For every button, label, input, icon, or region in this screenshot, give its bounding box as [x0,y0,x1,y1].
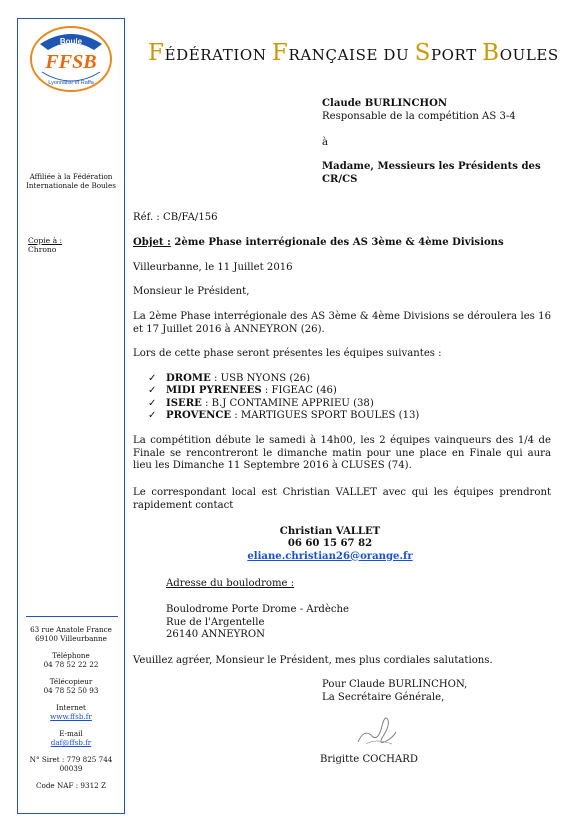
address: 63 rue Anatole France 69100 Villeurbanne [30,625,112,643]
copie-block [28,236,62,254]
team-item: ✓ PROVENCE : MARTIGUES SPORT BOULES (13) [148,410,420,422]
objet-label: Objet : [133,237,171,248]
phone-label: Téléphone [52,651,90,660]
title-part-3: SPORT [414,40,483,66]
title-part-2: FRANÇAISE DU [271,40,415,66]
affiliation-text: Affiliée à la Fédération Internationale de Boules [26,172,116,190]
paragraph-3: La compétition débute le samedi à 14h00, les 2 équipes vainqueurs des 1/4 de Finale se rencontreront le dimanche matin pour une place en Finale qui aura lieu les Dimanche 11 Septembre 2016 à CLUSES (74). [133,435,551,472]
venue-address [166,604,466,642]
closing: Veuillez agréer, Monsieur le Président, mes plus cordiales salutations. [133,655,493,666]
logo-main-text: FFSB [45,51,97,73]
signature-block [322,679,467,704]
paragraph-2: Lors de cette phase seront présentes les équipes suivantes : [133,348,442,359]
fax-label: Télécopieur [49,677,93,686]
phone-block [17,651,125,669]
team-item: ✓ DROME : USB NYONS (26) [148,373,311,384]
check-icon: ✓ [148,410,157,422]
salutation: Monsieur le Président, [133,286,250,297]
signature-image [352,708,400,750]
naf-code: Code NAF : 9312 Z [36,781,106,790]
check-icon: ✓ [148,397,157,409]
title-part-4: BOULES [482,40,559,66]
federation-title [148,40,559,66]
recipient: Madame, Messieurs les Présidents des CR/CS [322,161,541,185]
title-part-1: FÉDÉRATION [148,40,272,66]
paragraph-4: Le correspondant local est Christian VALLET avec qui les équipes prendront rapidement contact [133,487,551,511]
venue-line: 26140 ANNEYRON [166,629,266,641]
phone-number: 04 78 52 22 22 [43,660,99,669]
ffsb-logo [22,24,120,94]
pour-line: Pour Claude BURLINCHON, [322,679,468,690]
contact-phone: 06 60 15 67 82 [287,538,373,550]
website-link[interactable]: www.ffsb.fr [50,712,92,721]
email-block [17,729,125,747]
sender-role: Responsable de la compétition AS 3-4 [322,110,516,122]
contact-email-link[interactable]: eliane.christian26@orange.fr [247,550,413,562]
reference: Réf. : CB/FA/156 [133,212,218,223]
objet-text: 2ème Phase interrégionale des AS 3ème & 4ème Divisions [170,237,504,248]
team-item: ✓ ISERE : B.J CONTAMINE APPRIEU (38) [148,397,374,409]
copie-label: Copie à : [28,236,63,245]
paragraph-1: La 2ème Phase interrégionale des AS 3ème & 4ème Divisions se déroulera les 16 et 17 Juillet 2016 à ANNEYRON (26). [133,311,551,335]
team-list [148,373,419,423]
contact-block [17,625,125,798]
venue-line: Rue de l'Argentelle [166,616,265,628]
internet-block [17,703,125,721]
check-icon: ✓ [148,373,157,384]
sender-name: Claude BURLINCHON [322,98,448,109]
secretary-line: La Secrétaire Générale, [322,691,445,703]
contact-name: Christian VALLET [279,526,381,537]
team-item: ✓ MIDI PYRENEES : FIGEAC (46) [148,385,337,397]
sender-block [322,98,516,123]
fax-block [17,677,125,695]
venue-label: Adresse du boulodrome : [166,578,295,589]
fax-number: 04 78 52 50 93 [43,686,99,695]
venue-line: Boulodrome Porte Drome - Ardèche [166,604,349,615]
email-link[interactable]: daf@ffsb.fr [50,738,92,747]
copie-value: Chrono [28,245,57,254]
objet-line [133,237,551,250]
logo-bottom-text: Lyonnaise et Raffa [48,80,94,86]
check-icon: ✓ [148,385,157,397]
signatory-name: Brigitte COCHARD [320,754,418,765]
email-label: E-mail [59,729,83,738]
contact-card [180,526,480,563]
internet-label: Internet [56,703,86,712]
sidebar-divider [26,616,118,617]
siret: N° Siret : 779 825 744 00039 [29,755,113,773]
to-prefix: à [322,137,329,148]
logo-top-text: Boule [59,37,83,46]
date-line: Villeurbanne, le 11 Juillet 2016 [133,262,293,273]
